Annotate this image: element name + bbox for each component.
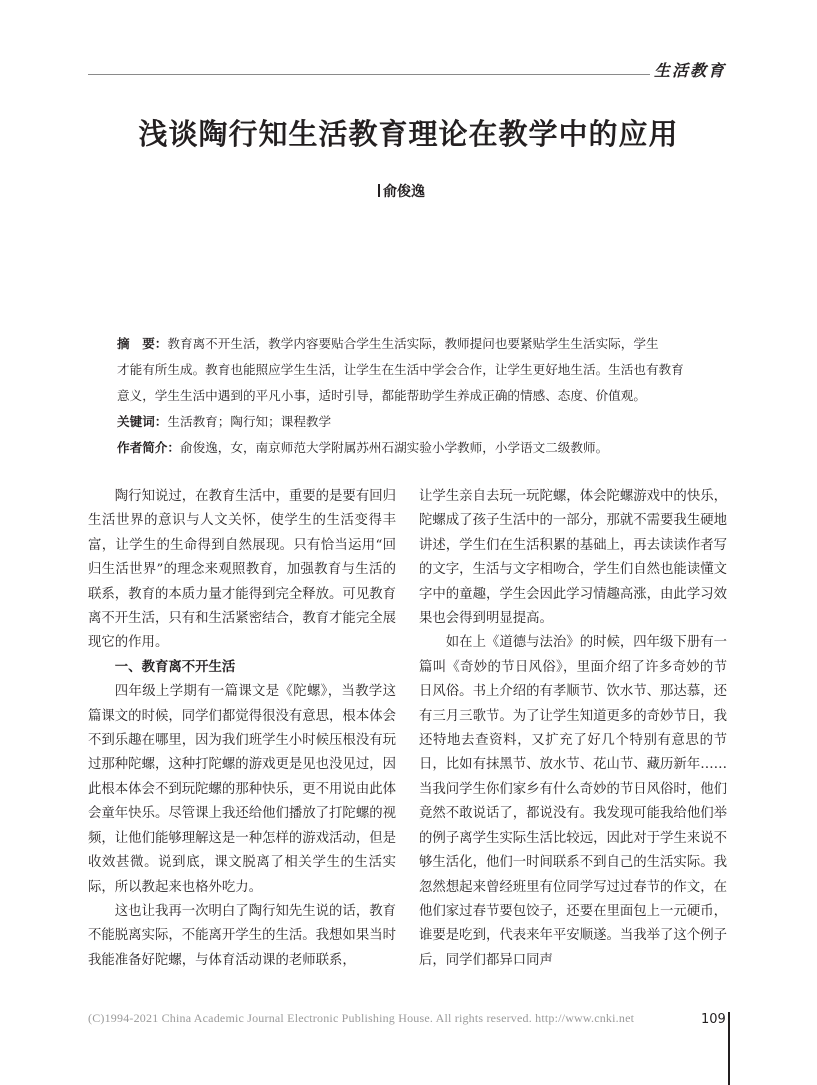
section-heading: 一、教育离不开生活 xyxy=(114,659,236,675)
summary-text-1: 教育离不开生活，教学内容要贴合学生生活实际，教师提问也要紧贴学生生活实际，学生 xyxy=(167,336,659,351)
keywords-label: 关键词： xyxy=(117,414,168,429)
page-number: 109 xyxy=(701,1012,726,1027)
paragraph: 这也让我再一次明白了陶行知先生说的话，教育不能脱离实际，不能离开学生的生活。我想如果当时我能准备好陀螺，与体育活动课的老师联系， xyxy=(88,903,396,968)
author-bio-label: 作者简介： xyxy=(117,440,180,455)
author-line xyxy=(378,181,425,201)
article-title: 浅谈陶行知生活教育理论在教学中的应用 xyxy=(138,117,679,151)
body-column-left xyxy=(88,485,396,973)
header-rule xyxy=(88,74,650,75)
paragraph-continued: 让学生亲自去玩一玩陀螺，体会陀螺游戏中的快乐，陀螺成了孩子生活中的一部分，那就不需要我生硬地讲述，学生们在生活积累的基础上，再去读读作者写的文字，生活与文字相吻合，学生们自然也能读懂文字中的童趣，学生会因此学习情趣高涨，由此学习效果也会得到明显提高。 xyxy=(419,489,727,627)
author-name: 俞俊逸 xyxy=(383,184,425,200)
abstract-block xyxy=(117,331,737,461)
author-bio-text: 俞俊逸，女，南京师范大学附属苏州石湖实验小学教师，小学语文二级教师。 xyxy=(179,440,609,455)
summary-label: 摘 要： xyxy=(117,336,168,351)
keywords-text: 生活教育；陶行知；课程教学 xyxy=(167,414,332,429)
abstract-keywords xyxy=(117,409,737,435)
paragraph: 陶行知说过，在教育生活中，重要的是要有回归生活世界的意识与人文关怀，使学生的生活变得丰富，让学生的生命得到自然展现。只有恰当运用“回归生活世界”的理念来观照教育，加强教育与生活的联系，教育的本质力量才能得到完全释放。可见教育离不开生活，只有和生活紧密结合，教育才能完全展现它的作用。 xyxy=(88,489,396,651)
section-label: 生活教育 xyxy=(654,61,727,80)
abstract-summary-cont-1: 才能有所生成。教育也能照应学生生活，让学生在生活中学会合作，让学生更好地生活。生活也有教育 xyxy=(117,362,684,377)
abstract-summary xyxy=(117,331,737,357)
copyright-notice: (C)1994-2021 China Academic Journal Electronic Publishing House. All rights reserved. http://www.cnki.net xyxy=(88,1011,635,1025)
abstract-author-bio xyxy=(117,435,737,461)
abstract-summary-cont-2: 意义，学生生活中遇到的平凡小事，适时引导，都能帮助学生养成正确的情感、态度、价值观。 xyxy=(117,388,646,403)
paragraph: 如在上《道德与法治》的时候，四年级下册有一篇叫《奇妙的节日风俗》，里面介绍了许多奇妙的节日风俗。书上介绍的有孝顺节、饮水节、那达慕，还有三月三歌节。为了让学生知道更多的奇妙节日，我还特地去查资料，又扩充了好几个特别有意思的节日，比如有抹黑节、放水节、花山节、藏历新年……当我问学生你们家乡有什么奇妙的节日风俗时，他们竟然不敢说话了，都说没有。我发现可能我给他们举的例子离学生实际生活比较远，因此对于学生来说不够生活化，他们一时间联系不到自己的生活实际。我忽然想起来曾经班里有位同学写过过春节的作文，在他们家过春节要包饺子，还要在里面包上一元硬币，谁要是吃到，代表来年平安顺遂。当我举了这个例子后，同学们都异口同声 xyxy=(419,635,727,968)
paragraph: 四年级上学期有一篇课文是《陀螺》，当教学这篇课文的时候，同学们都觉得很没有意思，根本体会不到乐趣在哪里，因为我们班学生小时候压根没有玩过那种陀螺，这种打陀螺的游戏更是见也没见过，因此根本体会不到玩陀螺的那种快乐，更不用说由此体会童年快乐。尽管课上我还给他们播放了打陀螺的视频，让他们能够理解这是一种怎样的游戏活动，但是收效甚微。说到底，课文脱离了相关学生的生活实际，所以教起来也格外吃力。 xyxy=(88,684,396,895)
author-marker xyxy=(378,184,380,197)
page-edge-bar xyxy=(728,1012,730,1085)
body-column-right xyxy=(419,485,727,973)
